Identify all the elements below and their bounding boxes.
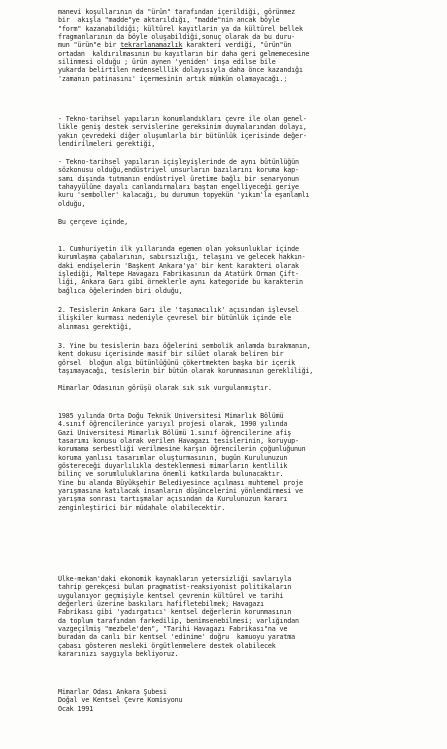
text-line: değerleri üzerine baskıları hafifletebilmek; Havagazı [58,600,264,609]
text-line: alınması gerektiği, [58,322,132,331]
text-line [58,75,420,83]
text-line: kurumlaşma çabalarının, sabırsızlığı, telaşını ve gelecek hakkın- [58,253,306,262]
text-line: yukarda belirtilen nedenselllik dolayısıyla daha önce kazandığı [58,66,303,75]
paragraph-heritage-memory [58,8,420,83]
text-line: kararınızı saygıyla bekliyoruz. [58,650,179,659]
text-line: yakın çevredeki diğer oluşumlarla bir bütünlük içerisinde değer- [58,131,307,140]
text-line: manevi koşullarının da "ürün" tarafından içerildiği, görünmez [58,8,296,16]
paragraph-point-2 [58,306,420,331]
text-line: Bu çerçeve içinde, [58,218,128,226]
text-line: - Tekno-tarihsel yapıların konumlandıkları çevre ile olan genel- [58,115,307,123]
text-line: 1985 yılında Orta Doğu Teknik Üniversitesi Mimarlık Bölümü [58,412,284,420]
text-line: Ülke-mekan'daki ekonomik kaynakların yetersizliği savlarıyla [58,575,292,583]
text-line: Fabrikası gibi 'yadırgatıcı' kentsel değerlerin korunmasının [58,608,292,617]
text-line: silinmesi olduğu ; ürün aynen 'yeniden' inşa edilse bile [58,58,276,67]
text-line: lendirilmeleri gerektiği, [58,140,156,149]
text-line [58,41,420,49]
signature-date: Ocak 1991 [58,704,93,713]
text-line: Gazi Üniversitesi Mimarlık Bölümü 1.sınıf öğrencilerine afiş [58,428,292,437]
text-line: 2. Tesislerin Ankara Garı ile 'taşımacılık' açısından işlevsel [58,306,299,314]
paragraph-intro [58,218,420,226]
text-line: buradan da canlı bir kentsel 'edinime' doğru kamuoyu yaratma [58,633,296,642]
text-line: samı dışında tutmanın endüstriyel üretime bağlı bir senaryonun [58,174,299,183]
text-line: bilinç ve sorumluluklarına önemli katkılarda bulunacaktır. [58,470,284,479]
text-line: zenginleştirici bir müdahale olabilecektir. [58,503,226,512]
paragraph-point-1 [58,245,420,295]
text-line: ortadan kaldırılmasının bu kayıtların bir daha geri gelmemecesine [58,49,310,58]
text-line: sözkonusu olduğu,endüstriyel unsurların bazılarını koruma kap- [58,166,299,175]
handwritten-mark: ; [283,74,288,83]
text-line: koruma yanlısı tasarımlar oluşturmasının, bugün Kurulunuzun [58,453,288,462]
text-line: Yine bu alanda Büyükşehir Belediyesince açılması muhtemel proje [58,478,303,487]
text-line: 4.sınıf öğrencilerince yarıyıl projesi olarak, 1990 yılında [58,420,288,429]
text-line: ilişkiler kurması nedeniyle çevresel bir bütünlük içinde ele [58,314,292,323]
text-line: tahayyülüne dayalı canlandırmaları baştan engelliyeceği geriye [58,183,299,192]
paragraph-environment [58,115,420,148]
paragraph-point-3 [58,342,420,375]
text-line: likle geniş destek servislerine gereksinim duymalarından dolayı, [58,123,307,132]
text-line: "form" kazanabildiği; kültürel kayıtlarin ya da kültürel bellek [58,24,303,33]
signature-line: Mimarlar Odası Ankara Şubesi [58,688,167,696]
text-line: tasarımı konusu olarak verilen Havagazı tesislerinin, koruyup- [58,437,299,446]
text-line: liği, Ankara Garı gibi örneklerle aynı kategoride bu karakterin [58,278,303,287]
text-line: Mimarlar Odasının görüşü olarak sık sık vurgulanmıştır. [58,384,272,392]
text-line: işlediği, Maltepe Havagazı Fabrikasının da Atatürk Orman Çift- [58,270,299,279]
text-line: olduğu, [58,199,86,208]
text-line: yarışma sonrası tartışmalar açısından da Kurulunuzun kararı [58,495,288,504]
text-line: fragmanlarının da böyle oluşabildiği,sonuç olarak da bu duru- [58,33,296,42]
text-line: bağlıca öğelerinden biri olduğu, [58,286,183,295]
text-line: göstereceği duyarlılıkla desteklenmesi mimarların kentlilik [58,462,288,471]
paragraph-student-projects [58,412,420,512]
text-line: 1. Cumhuriyetin ilk yıllarında egemen olan yoksunluklar içinde [58,245,299,253]
text-line: taşımayacağı, tesislerin bir bütün olarak korunmasının gerekliliği, [58,367,314,376]
text-line: vazgeçilmiş "mezbele'den", "Tarihi Havagazı Fabrikası"na ve [58,625,288,634]
text-line: da toplum tarafından farkedilip, benimsenebilmesi; varlığından [58,616,299,625]
text-line: korumama serbestliği verilmesine karşın öğrencilerin çoğunluğunun [58,445,306,454]
paragraph-internal-operation [58,158,420,208]
text-line: çabası gösteren mesleki örgütlenmelere destek olabilecek [58,641,276,650]
text-line: kuru 'semboller' kalacağı, bu durumun topyekün 'yıkım'la eşanlamlı [58,191,310,200]
text-run: mun "ürün"e bir [58,41,121,50]
text-line: 3. Yine bu tesislerin bazı öğelerini sembolik anlamda bırakmanın, [58,342,311,350]
text-line: daki endişelerin 'Başkent Ankara'ya' bir kent karakteri olarak [58,261,299,270]
text-line: görsel bloğun algı bütünlüğünü çökertmekten başka bir içerik [58,358,296,367]
text-run: 'zamanın patinasını' içermesinin artık mümkün olamayacağı. [58,74,284,83]
text-line: - Tekno-tarihsel yapıların içişleyişlerinde de aynı bütünlüğün [58,158,299,166]
text-line: kent dokusu içerisinde masif bir silüet olarak beliren bir [58,350,284,359]
text-line: bir akışla "madde"ye aktarıldığı, "madde"nin ancak böyle [58,16,280,25]
underlined-term: tekrarlanamazlık [120,41,183,50]
text-run: karakteri verdiği, "ürün"ün [182,41,292,50]
text-line: uygulanıyor geçmişiyle kentsel çevrenin kültürel ve tarihi [58,591,284,600]
paragraph-closing [58,575,420,658]
signature-line: Doğal ve Kentsel Çevre Komisyonu [58,696,183,705]
text-line: tahrip gerekçesi bulan pragmatist-reaksiyonist politikaların [58,583,292,592]
paragraph-emphasis [58,384,420,392]
text-line: yarışmasına katılacak insanların düşüncelerini yönlendirmesi ve [58,487,303,496]
signature-block [58,688,420,713]
